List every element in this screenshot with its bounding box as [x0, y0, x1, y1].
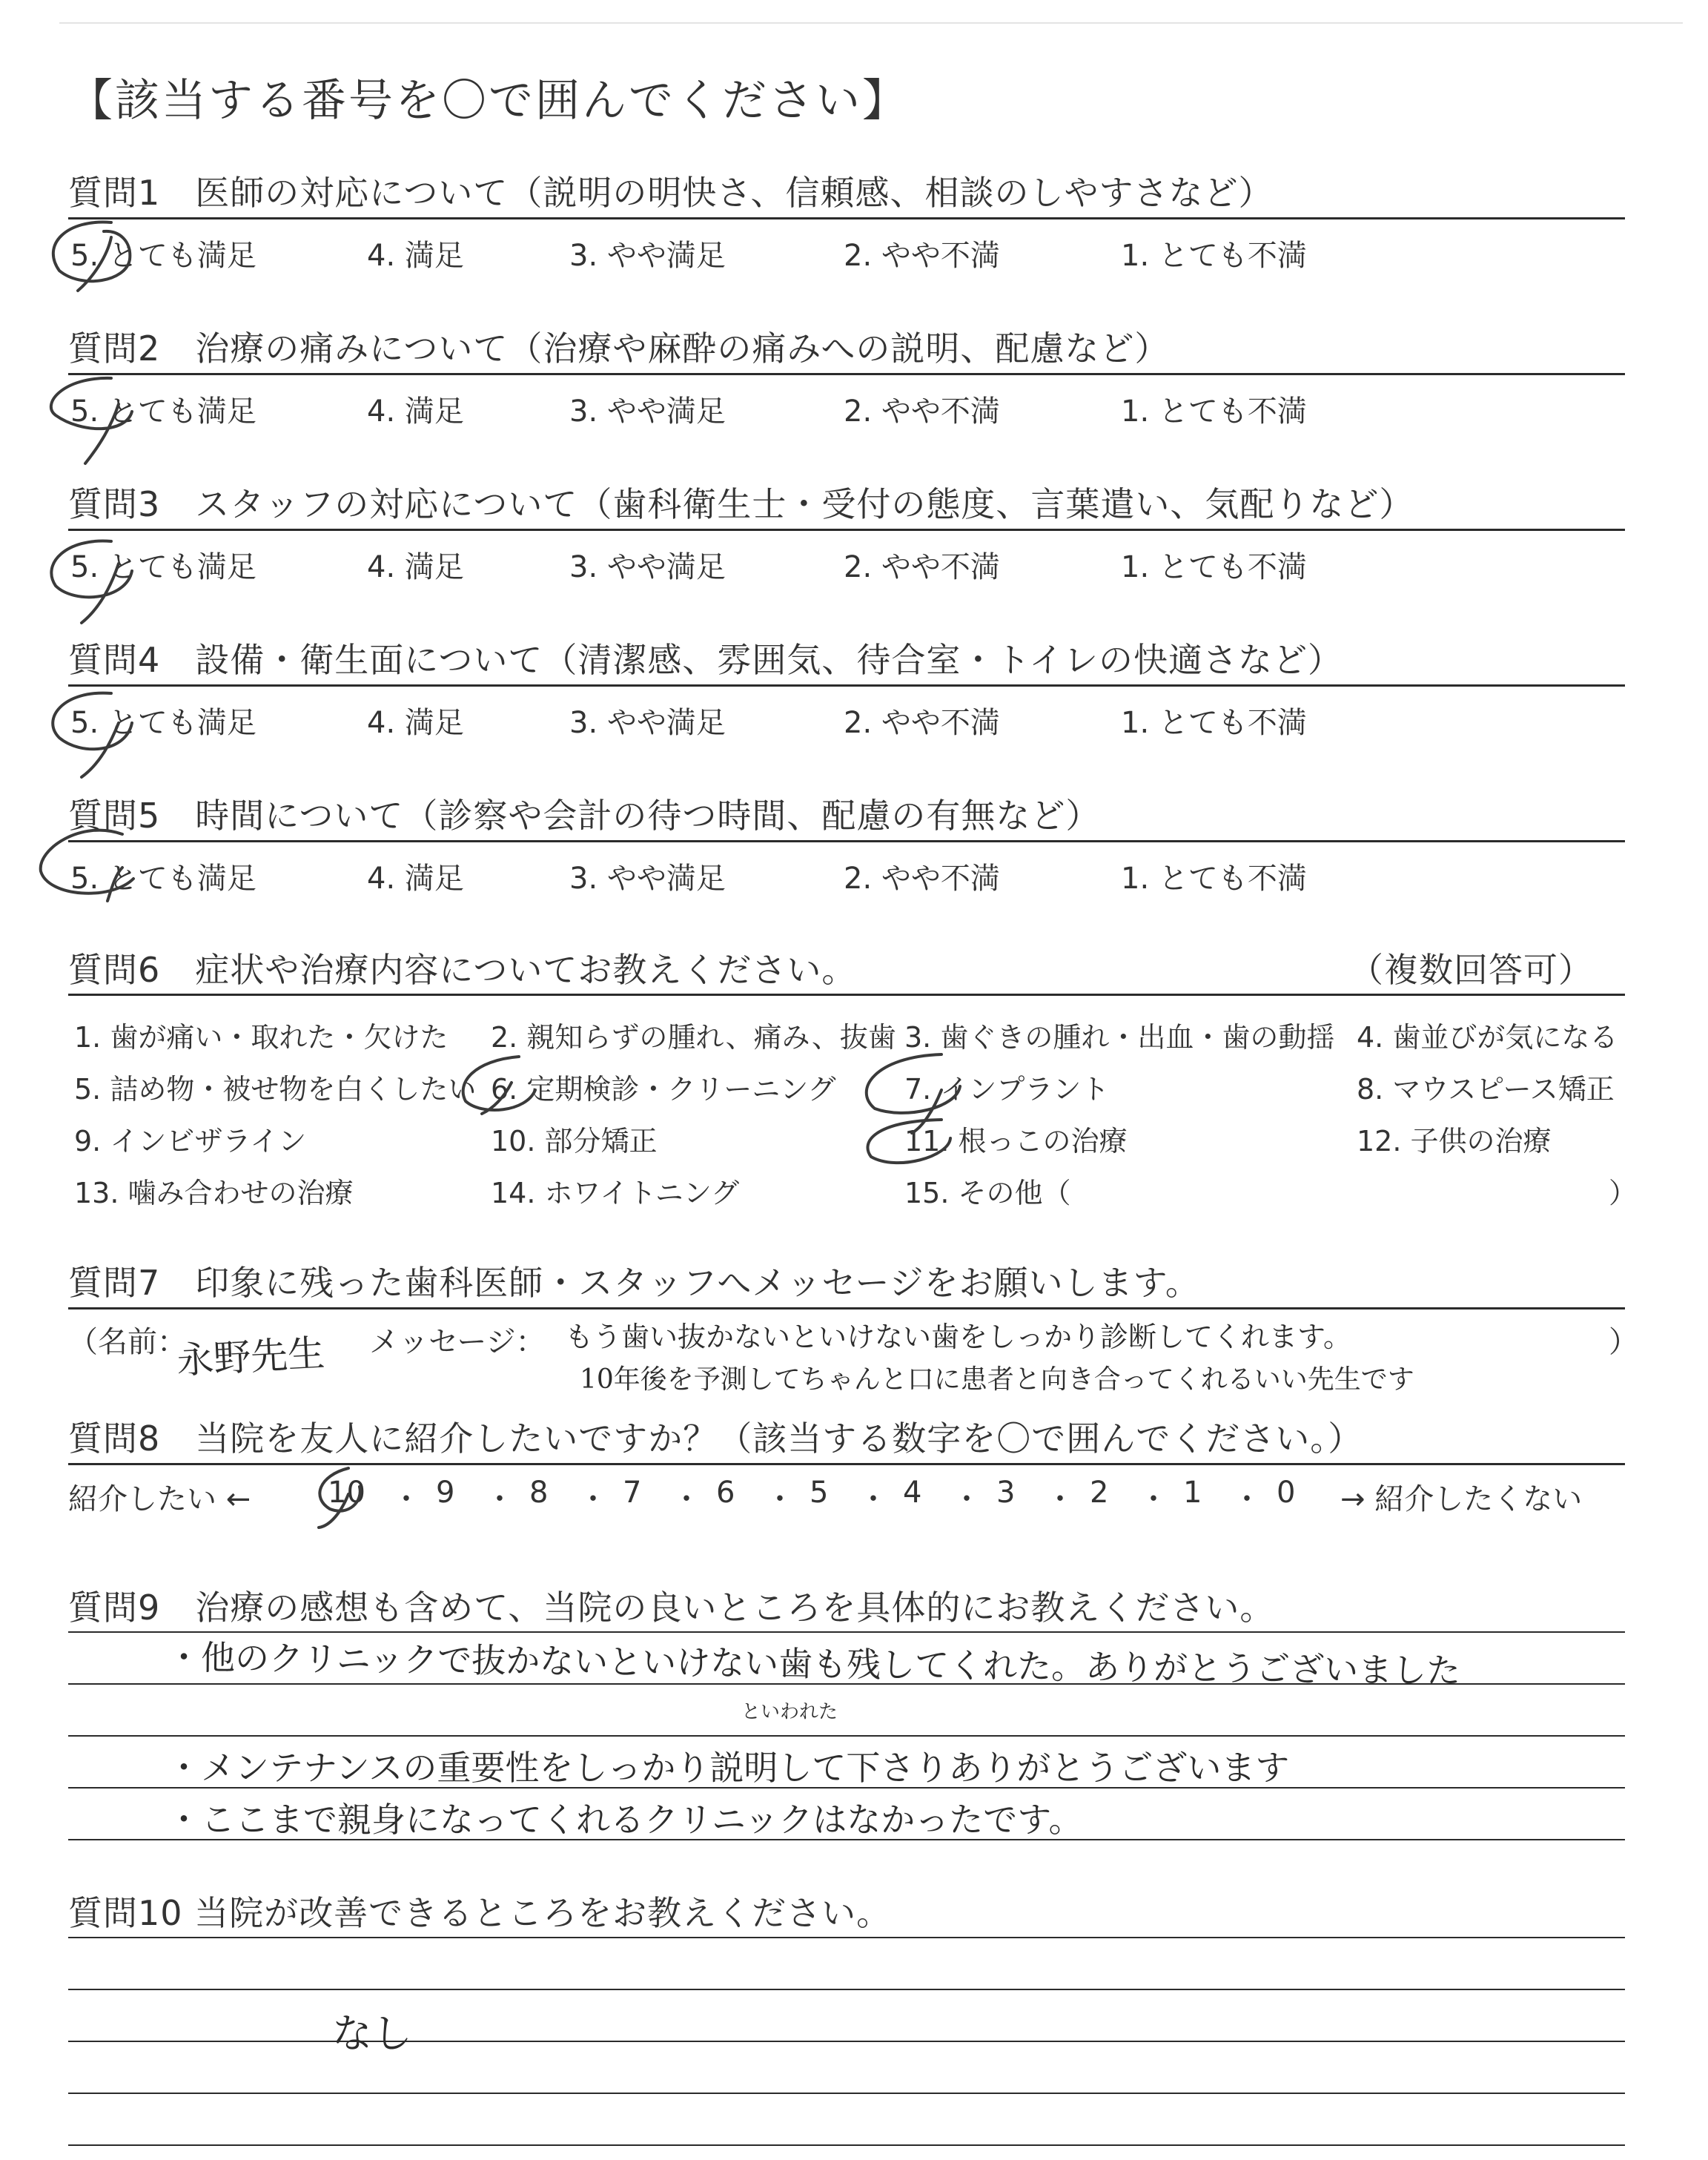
q1-option-1[interactable]: 1. とても不満	[1121, 239, 1307, 273]
q1-option-4[interactable]: 4. 満足	[367, 239, 464, 273]
q8-scale-7[interactable]: 7	[623, 1476, 642, 1510]
treatment-option-4[interactable]: 4. 歯並びが気になる	[1357, 1021, 1618, 1054]
question-1-title: 質問1 医師の対応について（説明の明快さ、信頼感、相談のしやすさなど）	[68, 173, 1274, 213]
q4-option-3[interactable]: 3. やや満足	[569, 706, 726, 740]
q8-dot: ・	[1232, 1482, 1262, 1516]
q8-dot: ・	[952, 1482, 982, 1516]
q3-option-4[interactable]: 4. 満足	[367, 550, 464, 584]
q3-option-5[interactable]: 5. とても満足	[70, 550, 256, 584]
q6-option-11-circle	[867, 1120, 950, 1163]
q2-option-1[interactable]: 1. とても不満	[1121, 394, 1307, 429]
q2-option-4[interactable]: 4. 満足	[367, 394, 464, 429]
question-4-title: 質問4 設備・衛生面について（清潔感、雰囲気、待合室・トイレの快適さなど）	[68, 640, 1343, 680]
q1-option-5[interactable]: 5. とても満足	[70, 239, 256, 273]
treatment-option-15[interactable]: 15. その他（	[904, 1177, 1071, 1209]
question-2-title: 質問2 治療の痛みについて（治療や麻酔の痛みへの説明、配慮など）	[68, 328, 1170, 369]
q8-dot: ・	[485, 1482, 514, 1516]
treatment-option-2[interactable]: 2. 親知らずの腫れ、痛み、抜歯	[491, 1021, 896, 1054]
q7-name-value[interactable]: 永野先生	[175, 1331, 326, 1383]
q7-close-paren: ）	[1609, 1325, 1638, 1359]
treatment-option-6[interactable]: 6. 定期検診・クリーニング	[491, 1073, 836, 1106]
q7-name-label: （名前：	[68, 1325, 187, 1359]
treatment-option-14[interactable]: 14. ホワイトニング	[491, 1177, 740, 1209]
q8-dot: ・	[672, 1482, 701, 1516]
question-7-title: 質問7 印象に残った歯科医師・スタッフへメッセージをお願いします。	[68, 1263, 1200, 1303]
q2-option-2[interactable]: 2. やや不満	[844, 394, 1000, 429]
q9-answer-line-2[interactable]: ・メンテナンスの重要性をしっかり説明して下さりありがとうございます	[167, 1748, 1290, 1788]
q4-circle-mark	[53, 693, 132, 777]
treatment-option-5[interactable]: 5. 詰め物・被せ物を白くしたい	[74, 1073, 477, 1106]
question-5-title: 質問5 時間について（診察や会計の待つ時間、配慮の有無など）	[68, 796, 1101, 836]
q9-answer-line-1[interactable]: ・他のクリニックで抜かないといけない歯も残してくれた。ありがとうございました	[166, 1636, 1461, 1691]
q5-option-1[interactable]: 1. とても不満	[1121, 862, 1307, 896]
q1-option-2[interactable]: 2. やや不満	[844, 239, 1000, 273]
q3-option-2[interactable]: 2. やや不満	[844, 550, 1000, 584]
q8-scale-1[interactable]: 1	[1183, 1476, 1202, 1510]
question-3-title: 質問3 スタッフの対応について（歯科衛生士・受付の態度、言葉遣い、気配りなど）	[68, 484, 1414, 524]
treatment-option-11[interactable]: 11. 根っこの治療	[904, 1125, 1128, 1157]
q3-option-1[interactable]: 1. とても不満	[1121, 550, 1307, 584]
treatment-other-close-paren: ）	[1609, 1177, 1638, 1209]
q3-option-3[interactable]: 3. やや満足	[569, 550, 726, 584]
form-heading: 【該当する番号を〇で囲んでください】	[68, 75, 909, 127]
q8-dot: ・	[1139, 1482, 1168, 1516]
question-6-multi-note: （複数回答可）	[1349, 950, 1593, 990]
q9-answer-insert[interactable]: といわれた	[741, 1701, 838, 1723]
q8-scale-6[interactable]: 6	[716, 1476, 735, 1510]
question-9-title: 質問9 治療の感想も含めて、当院の良いところを具体的にお教えください。	[68, 1588, 1275, 1628]
q8-dot: ・	[858, 1482, 888, 1516]
q8-scale-3[interactable]: 3	[996, 1476, 1016, 1510]
q2-circle-mark	[51, 378, 132, 463]
q8-right-label: → 紹介したくない	[1340, 1482, 1583, 1516]
q8-left-label: 紹介したい ←	[68, 1482, 251, 1516]
treatment-option-3[interactable]: 3. 歯ぐきの腫れ・出血・歯の動揺	[904, 1021, 1335, 1054]
q8-scale-8[interactable]: 8	[529, 1476, 549, 1510]
treatment-option-10[interactable]: 10. 部分矯正	[491, 1125, 658, 1157]
q8-dot: ・	[391, 1482, 421, 1516]
q5-option-3[interactable]: 3. やや満足	[569, 862, 726, 896]
q4-option-2[interactable]: 2. やや不満	[844, 706, 1000, 740]
treatment-option-1[interactable]: 1. 歯が痛い・取れた・欠けた	[74, 1021, 448, 1054]
q7-message-line-2[interactable]: 10年後を予測してちゃんと口に患者と向き合ってくれるいい先生です	[580, 1364, 1414, 1395]
treatment-option-9[interactable]: 9. インビザライン	[74, 1125, 307, 1157]
question-10-title: 質問10 当院が改善できるところをお教えください。	[68, 1893, 892, 1933]
q8-scale-10[interactable]: 10	[328, 1476, 365, 1510]
q4-option-5[interactable]: 5. とても満足	[70, 706, 256, 740]
q5-option-2[interactable]: 2. やや不満	[844, 862, 1000, 896]
q2-option-3[interactable]: 3. やや満足	[569, 394, 726, 429]
q4-option-4[interactable]: 4. 満足	[367, 706, 464, 740]
q4-option-1[interactable]: 1. とても不満	[1121, 706, 1307, 740]
q8-scale-4[interactable]: 4	[903, 1476, 922, 1510]
treatment-option-12[interactable]: 12. 子供の治療	[1357, 1125, 1552, 1157]
treatment-option-8[interactable]: 8. マウスピース矯正	[1357, 1073, 1615, 1106]
q8-scale-5[interactable]: 5	[810, 1476, 829, 1510]
question-8-title: 質問8 当院を友人に紹介したいですか？（該当する数字を〇で囲んでください。）	[68, 1418, 1363, 1459]
treatment-option-7[interactable]: 7. インプラント	[904, 1073, 1110, 1106]
q8-10-circle-mark	[319, 1468, 360, 1527]
q8-scale-9[interactable]: 9	[436, 1476, 455, 1510]
treatment-option-13[interactable]: 13. 噛み合わせの治療	[74, 1177, 354, 1209]
q8-dot: ・	[578, 1482, 608, 1516]
q5-option-5[interactable]: 5. とても満足	[70, 862, 256, 896]
question-6-title: 質問6 症状や治療内容についてお教えください。	[68, 950, 857, 990]
q7-message-label: メッセージ：	[369, 1325, 546, 1359]
q8-scale-2[interactable]: 2	[1090, 1476, 1109, 1510]
q9-answer-line-3[interactable]: ・ここまで親身になってくれるクリニックはなかったです。	[167, 1800, 1083, 1840]
q1-option-3[interactable]: 3. やや満足	[569, 239, 726, 273]
q8-dot: ・	[1045, 1482, 1075, 1516]
q8-scale-0[interactable]: 0	[1277, 1476, 1296, 1510]
q5-option-4[interactable]: 4. 満足	[367, 862, 464, 896]
q3-circle-mark	[51, 541, 132, 623]
q6-option-6-circle	[463, 1057, 535, 1114]
q1-circle-mark	[53, 222, 130, 291]
q5-circle-mark	[41, 830, 133, 901]
q10-answer[interactable]: なし	[332, 2010, 412, 2057]
q8-dot: ・	[765, 1482, 795, 1516]
q7-message-line-1[interactable]: もう歯い抜かないといけない歯をしっかり診断してくれます。	[565, 1321, 1351, 1353]
q2-option-5[interactable]: 5. とても満足	[70, 394, 256, 429]
